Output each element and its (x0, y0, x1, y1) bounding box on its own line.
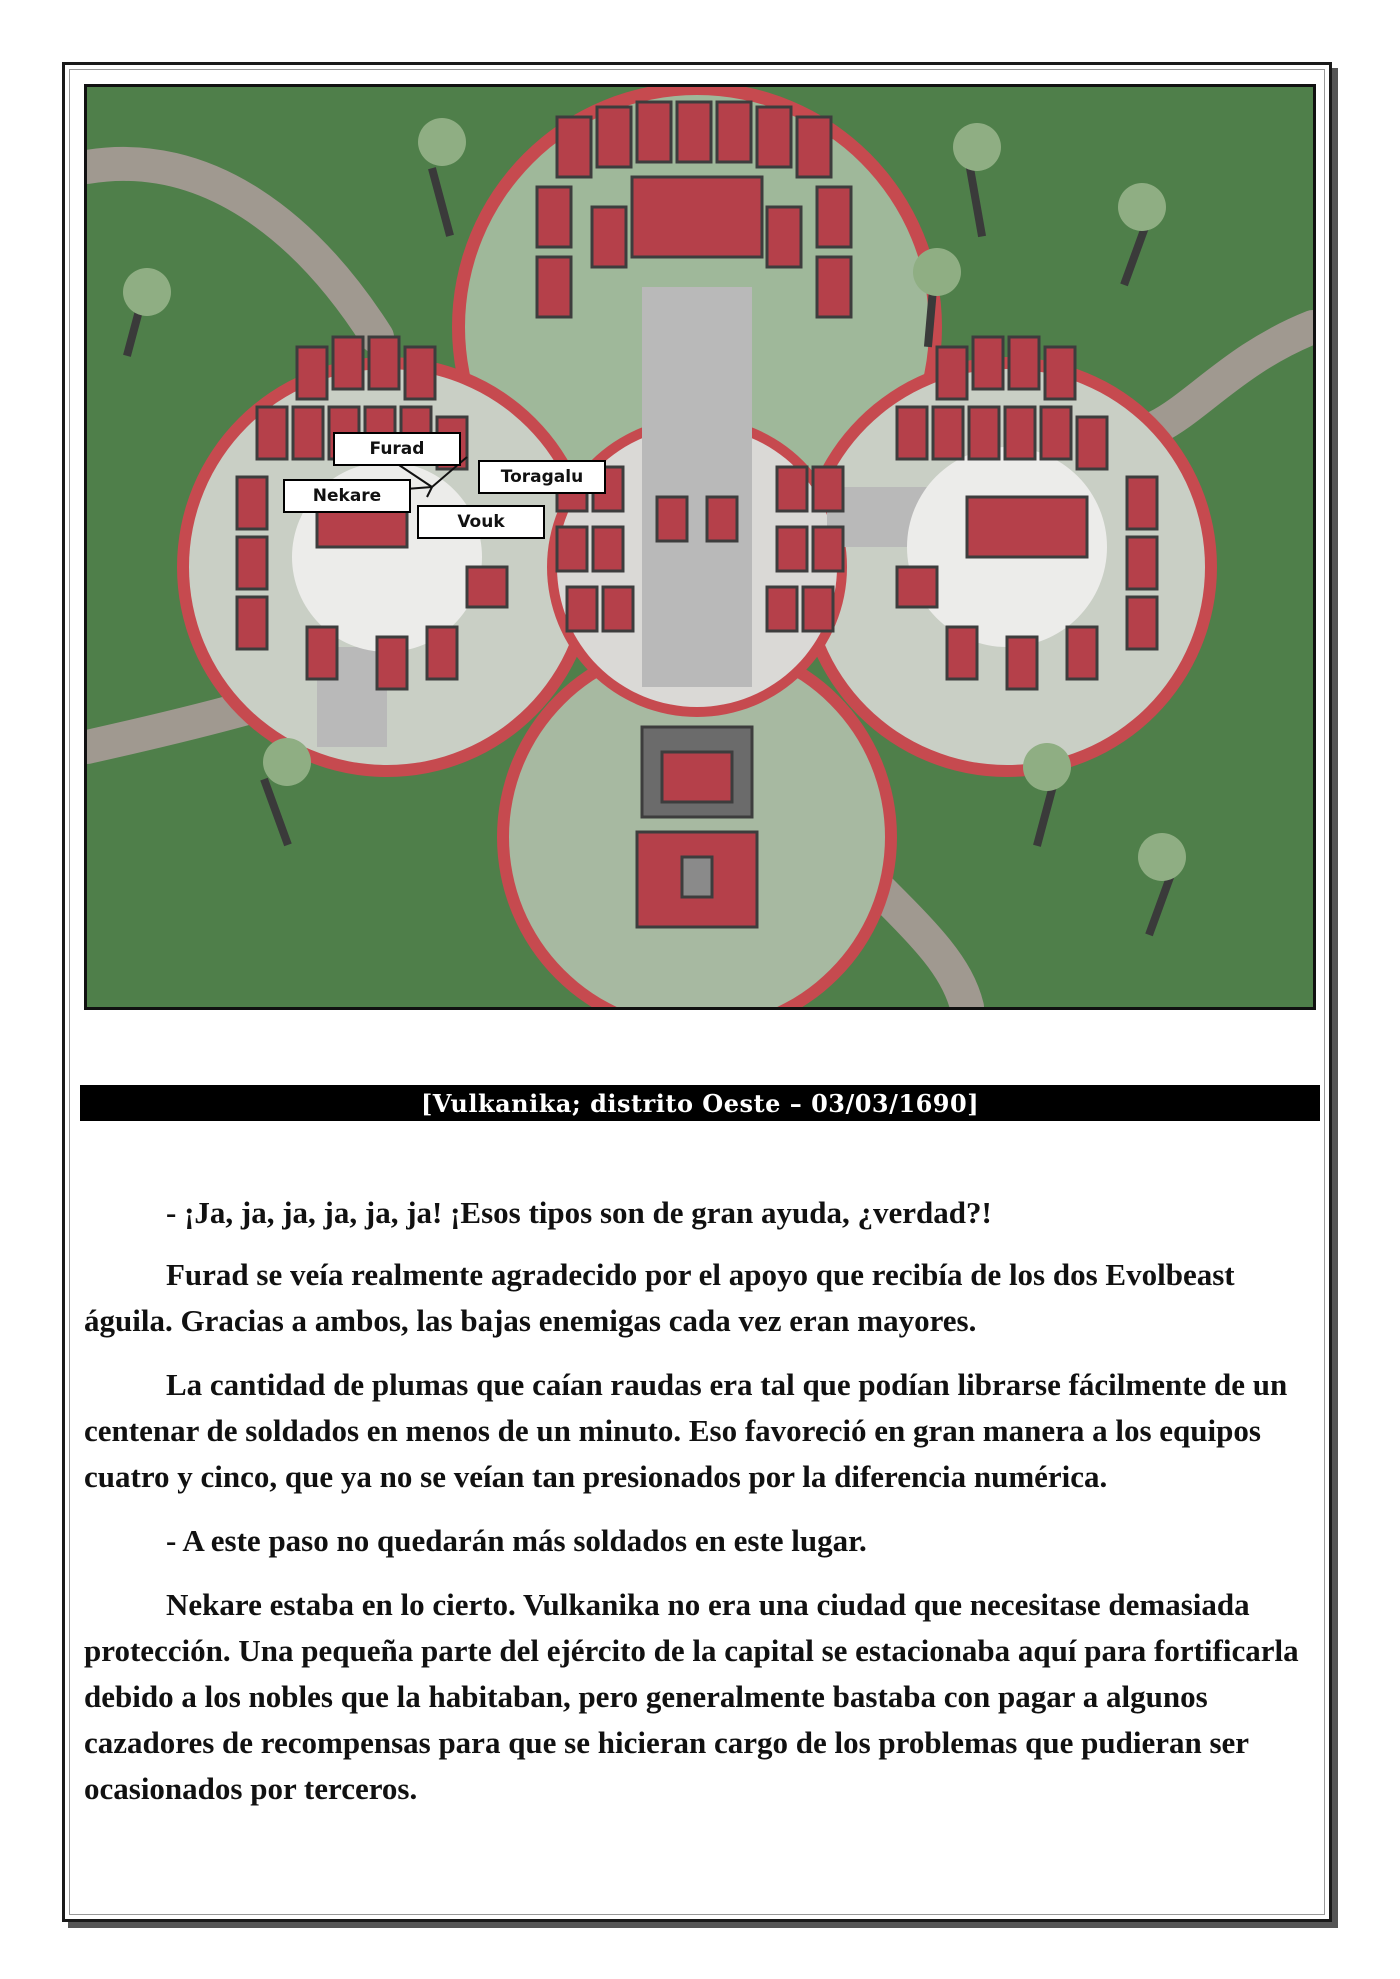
city-map (84, 84, 1316, 1010)
paragraph: Nekare estaba en lo cierto. Vulkanika no era una ciudad que necesitase demasiada protección. Una pequeña parte del ejército de la capital se estacionaba aquí para fortificarla debido a los nobles que la habitaban, pero generalmente bastaba con pagar a algunos cazadores de recompensas para que se hicieran cargo de los problemas que pudieran ser ocasionados por terceros. (84, 1587, 1299, 1806)
map-label-nekare: Nekare (283, 479, 411, 513)
paragraph: La cantidad de plumas que caían raudas era tal que podían librarse fácilmente de un centenar de soldados en menos de un minuto. Eso favoreció en gran manera a los equipos cuatro y cinco, que ya no se veían tan presionados por la diferencia numérica. (84, 1367, 1288, 1494)
main-road (642, 287, 752, 687)
section-heading: [Vulkanika; distrito Oeste – 03/03/1690] (80, 1085, 1320, 1121)
map-label-vouk: Vouk (417, 505, 545, 539)
map-label-furad: Furad (333, 432, 461, 466)
map-label-toragalu: Toragalu (478, 460, 606, 494)
paragraph: - A este paso no quedarán más soldados en este lugar. (166, 1523, 867, 1558)
paragraph: Furad se veía realmente agradecido por el apoyo que recibía de los dos Evolbeast águila. Gracias a ambos, las bajas enemigas cada vez eran mayores. (84, 1257, 1235, 1338)
city-map-drawing (87, 87, 1313, 1007)
story-text (84, 1190, 1320, 1830)
paragraph: - ¡Ja, ja, ja, ja, ja, ja! ¡Esos tipos son de gran ayuda, ¿verdad?! (166, 1195, 992, 1230)
